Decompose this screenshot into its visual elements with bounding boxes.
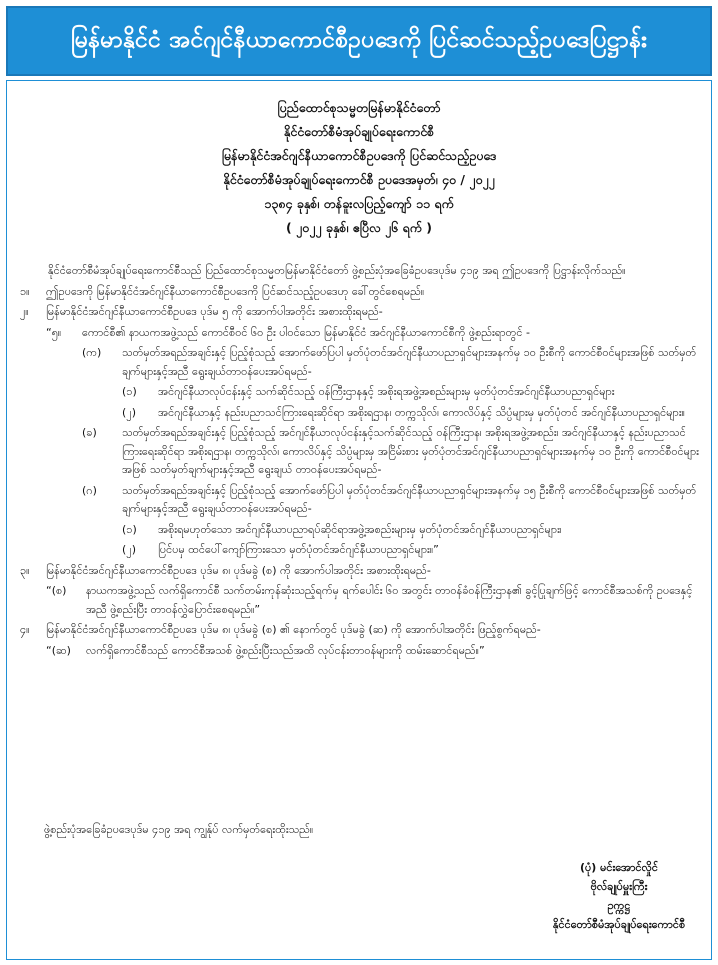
clause-number: (၁): [122, 385, 137, 398]
header-banner: [6, 6, 712, 76]
signing-statement: ဖွဲ့စည်းပုံအခြေခံဥပဒေပုဒ်မ ၄၁၉ အရ ကျွန်ုပ် လက်မှတ်ရေးထိုးသည်။: [44, 823, 314, 836]
subsection-kha: [20, 424, 704, 480]
signatory-organization: နိုင်ငံတော်စီမံအုပ်ချုပ်ရေးကောင်စီ: [552, 918, 686, 931]
signatory-rank: ဗိုလ်ချုပ်မှူးကြီး: [590, 880, 648, 893]
clause-text: အစိုးရမဟုတ်သော အင်ဂျင်နီယာပညာရပ်ဆိုင်ရာအဖွဲ့အစည်းများမှ မှတ်ပုံတင်အင်ဂျင်နီယာပညာရှင်များ၊: [158, 522, 562, 536]
law-body: [20, 262, 704, 662]
section-4-inserted-hsa: [20, 642, 704, 661]
law-heading: [0, 96, 718, 240]
section-text: မြန်မာနိုင်ငံအင်ဂျင်နီယာကောင်စီဥပဒေ ပုဒ်မ ၈၊ ပုဒ်မခွဲ (စ) ကို အောက်ပါအတိုင်း အစားထိုးရမည်-: [46, 563, 431, 577]
council-name: နိုင်ငံတော်စီမံအုပ်ချုပ်ရေးကောင်စီ: [283, 124, 435, 139]
clause-ga-2: [20, 541, 704, 560]
clause-ka-2: [20, 404, 704, 423]
subsection-ga: [20, 482, 704, 519]
subsection-text: လက်ရှိကောင်စီသည် ကောင်စီအသစ် ဖွဲ့စည်းပြီးသည်အထိ လုပ်ငန်းတာဝန်များကို ထမ်းဆောင်ရမည်။”: [86, 643, 485, 657]
section-text: မြန်မာနိုင်ငံအင်ဂျင်နီယာကောင်စီဥပဒေ ပုဒ်မ ၈၊ ပုဒ်မခွဲ (စ) ၏ နောက်တွင် ပုဒ်မခွဲ (ဆ) ကို အောက်ပါအတိုင်း ဖြည့်စွက်ရမည်-: [46, 623, 541, 636]
clause-ga-1: [20, 521, 704, 540]
section-3-amended-sa: [20, 582, 704, 619]
subsection-text: သတ်မှတ်အရည်အချင်းနှင့် ပြည့်စုံသည့် အောက်ဖော်ပြပါ မှတ်ပုံတင်အင်ဂျင်နီယာပညာရှင်များအနက်မှ ၁၀ ဦးစီကို ကောင်စီဝင်များအဖြစ် သတ်မှတ်ချက်များနှင့်အညီ ရွေးချယ်တာဝန်ပေးအပ်ရမည်-: [122, 346, 697, 378]
subsection-text: သတ်မှတ်အရည်အချင်းနှင့် ပြည့်စုံသည့် အောက်ဖော်ပြပါ မှတ်ပုံတင်အင်ဂျင်နီယာပညာရှင်များအနက်မှ ၁၅ ဦးစီကို ကောင်စီဝင်များအဖြစ် သတ်မှတ်ချက်များနှင့်အညီ ရွေးချယ်တာဝန်ပေးအပ်ရမည်-: [122, 483, 697, 515]
section-number: ၂။: [20, 305, 29, 318]
clause-ka-1: [20, 383, 704, 402]
page-title: မြန်မာနိုင်ငံ အင်ဂျင်နီယာကောင်စီဥပဒေကို ပြင်ဆင်သည့်ဥပဒေပြဋ္ဌာန်း: [70, 27, 648, 54]
clause-text: အင်ဂျင်နီယာလုပ်ငန်းနှင့် သက်ဆိုင်သည့် ဝန်ကြီးဌာနနှင့် အစိုးရအဖွဲ့အစည်းများမှ မှတ်ပုံတင်အင်ဂျင်နီယာပညာရှင်များ: [158, 385, 615, 398]
section-2-amended-5: [20, 324, 704, 343]
signatory-name: (ပုံ) မင်းအောင်လှိုင်: [579, 861, 658, 874]
section-text: ကောင်စီ၏ နာယကအဖွဲ့သည် ကောင်စီဝင် ၆၀ ဦး ပါဝင်သော မြန်မာနိုင်ငံ အင်ဂျင်နီယာကောင်စီကို ဖွဲ့စည်းရာတွင် -: [82, 325, 530, 339]
enactment-clause: နိုင်ငံတော်စီမံအုပ်ချုပ်ရေးကောင်စီသည် ပြည်ထောင်စုသမ္မတမြန်မာနိုင်ငံတော် ဖွဲ့စည်းပုံအခြေခံဥပဒေပုဒ်မ ၄၁၉ အရ ဤဥပဒေကို ပြဋ္ဌာန်းလိုက်သည်။: [48, 264, 626, 277]
country-name: ပြည်ထောင်စုသမ္မတမြန်မာနိုင်ငံတော်: [277, 100, 441, 115]
subsection-ka: [20, 344, 704, 381]
section-1: [20, 283, 704, 302]
signatory-title: ဥက္ကဋ္ဌ: [607, 899, 631, 912]
section-text: ဤဥပဒေကို မြန်မာနိုင်ငံအင်ဂျင်နီယာကောင်စီဥပဒေကို ပြင်ဆင်သည့်ဥပဒေဟု ခေါ်တွင်စေရမည်။: [46, 284, 425, 298]
subsection-text: နာယကအဖွဲ့သည် လက်ရှိကောင်စီ သက်တမ်းကုန်ဆုံးသည့်ရက်မှ ရက်ပေါင်း ၆၀ အတွင်း တာဝန်ခံဝန်ကြီးဌာန၏ ခွင့်ပြုချက်ဖြင့် ကောင်စီအသစ်ကို ဥပဒေနှင့်အညီ ဖွဲ့စည်းပြီး တာဝန်လွှဲပြောင်းစေရမည်။”: [86, 584, 693, 616]
subsection-number: (က): [82, 346, 102, 359]
subsection-number: “(ဆ): [46, 643, 71, 657]
law-number: နိုင်ငံတော်စီမံအုပ်ချုပ်ရေးကောင်စီ ဥပဒေအမှတ်၊ ၄၀ / ၂၀၂၂: [223, 172, 495, 187]
subsection-number: (ခ): [82, 426, 97, 439]
clause-text: ပြင်ပမှ ထင်ပေါ်ကျော်ကြားသော မှတ်ပုံတင်အင်ဂျင်နီယာပညာရှင်များ။”: [158, 543, 439, 556]
myanmar-date: ၁၃၈၄ ခုနှစ်၊ တန်ခူးလပြည့်ကျော် ၁၁ ရက်: [264, 196, 454, 211]
clause-number: (၂): [122, 543, 136, 556]
subsection-text: သတ်မှတ်အရည်အချင်းနှင့် ပြည့်စုံသည့် အင်ဂျင်နီယာလုပ်ငန်းနှင့်သက်ဆိုင်သည့် ဝန်ကြီးဌာန၊ အစိုးရအဖွဲ့အစည်း၊ အင်ဂျင်နီယာနှင့် နည်းပညာသင်ကြားရေးဆိုင်ရာ အစိုးရဌာန၊ တက္ကသိုလ်၊ ကောလိပ်နှင့် သိပ္ပံများမှ အငြိမ်းစား မှတ်ပုံတင်အင်ဂျင်နီယာပညာရှင်များအနက်မှ ၁၀ ဦးကို ကောင်စီဝင်များအဖြစ် သတ်မှတ်ချက်များနှင့်အညီ ရွေးချယ် တာဝန်ပေးအပ်ရမည်-: [122, 426, 699, 476]
section-4: [20, 621, 704, 640]
subsection-number: (ဂ): [82, 483, 97, 497]
clause-text: အင်ဂျင်နီယာနှင့် နည်းပညာသင်ကြားရေးဆိုင်ရာ အစိုးရဌာန၊ တက္ကသိုလ်၊ ကောလိပ်နှင့် သိပ္ပံများမှ မှတ်ပုံတင် အင်ဂျင်နီယာပညာရှင်များ။: [158, 405, 685, 419]
section-number: ၄။: [20, 623, 30, 636]
section-number: “၅။: [46, 325, 62, 339]
gregorian-date: ( ၂၀၂၂ ခုနှစ်၊ ဧပြီလ ၂၆ ရက် ): [285, 220, 433, 235]
clause-number: (၂): [122, 405, 136, 419]
section-2: [20, 303, 704, 322]
section-number: ၃။: [20, 563, 30, 577]
section-number: ၁။: [20, 284, 30, 298]
law-title: မြန်မာနိုင်ငံအင်ဂျင်နီယာကောင်စီဥပဒေကို ပြင်ဆင်သည့်ဥပဒေ: [221, 148, 497, 163]
section-3: [20, 562, 704, 581]
section-text: မြန်မာနိုင်ငံအင်ဂျင်နီယာကောင်စီဥပဒေ ပုဒ်မ ၅ ကို အောက်ပါအတိုင်း အစားထိုးရမည်-: [46, 305, 383, 318]
subsection-number: “(စ): [46, 584, 67, 597]
signature-block: [534, 858, 704, 934]
clause-number: (၁): [122, 522, 137, 536]
